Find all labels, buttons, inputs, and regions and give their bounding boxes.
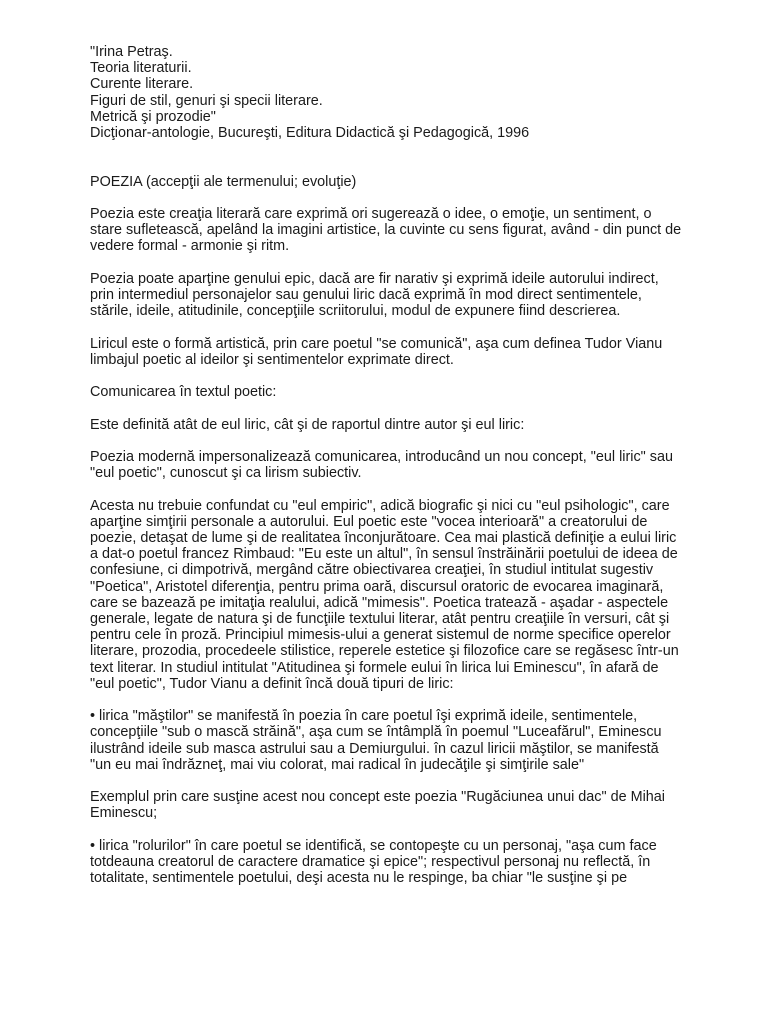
paragraph — [90, 838, 715, 887]
paragraph-line: totdeauna creatorul de caractere dramatice şi epice"; respectivul personaj nu reflectă, în — [90, 853, 651, 870]
paragraph-line: Comunicarea în textul poetic: — [90, 384, 277, 401]
paragraph-line: stare sufletească, apelând la imagini artistice, la cuvinte cu sens figurat, având - din punct de — [90, 222, 682, 239]
paragraph-line: Liricul este o formă artistică, prin care poetul "se comunică", aşa cum definea Tudor Vianu — [90, 335, 663, 352]
paragraph — [90, 271, 715, 320]
paragraph-line: Este definită atât de eul liric, cât şi de raportul dintre autor şi eul liric: — [90, 416, 525, 433]
bibliographic-header — [90, 44, 715, 141]
spacer — [90, 433, 715, 449]
section-title: POEZIA (accepţii ale termenului; evoluţie) — [90, 173, 357, 190]
spacer — [90, 368, 715, 384]
paragraph-line: prin intermediul personajelor sau genului liric dacă exprimă în mod direct sentimentele, — [90, 287, 642, 303]
header-line: Metrică şi prozodie" — [90, 108, 216, 125]
spacer — [90, 190, 715, 206]
paragraph-line: "Poetica", Aristotel diferenţia, pentru prima oară, discursul oratoric de evocarea imaginară, — [90, 578, 664, 595]
paragraph-line: • lirica "rolurilor" în care poetul se identifică, se contopeşte cu un personaj, "aşa cum face — [90, 837, 657, 854]
paragraph-line: Poezia este creaţia literară care exprimă ori sugerează o idee, o emoţie, un sentiment, o — [90, 206, 652, 222]
paragraph-line: care se bazează pe imitaţia realului, adică "mimesis". Poetica tratează - aşadar - aspectele — [90, 594, 669, 611]
header-line: "Irina Petraş. — [90, 44, 173, 60]
paragraph-line: confesiune, ci dimpotrivă, mergând către obiectivarea creaţiei, în studiul intitulat sugestiv — [90, 562, 654, 579]
paragraph-line: • lirica "măştilor" se manifestă în poezia în care poetul îşi exprimă ideile, sentimentele, — [90, 708, 638, 725]
paragraph — [90, 336, 715, 368]
paragraph-line: concepţiile "sub o mască străină", aşa cum se întâmplă în poemul "Luceafărul", Eminescu — [90, 724, 662, 741]
paragraph — [90, 384, 715, 400]
paragraph — [90, 449, 715, 481]
spacer — [90, 692, 715, 708]
document-page — [90, 44, 715, 886]
paragraph-line: Poezia modernă impersonalizează comunicarea, introducând un nou concept, "eul liric" sau — [90, 448, 673, 465]
header-line: Teoria literaturii. — [90, 60, 192, 77]
header-line: Figuri de stil, genuri şi specii literare. — [90, 92, 323, 109]
paragraph-line: "un eu mai îndrăzneţ, mai viu colorat, mai radical în judecăţile şi simţirile sale" — [90, 756, 585, 773]
paragraph-line: vedere formal - armonie şi ritm. — [90, 238, 290, 255]
paragraph-line: stările, ideile, atitudinile, concepţiile scriitorului, modul de expunere fiind descrierea. — [90, 303, 621, 320]
spacer — [90, 255, 715, 271]
paragraph-line: Eminescu; — [90, 805, 158, 822]
paragraph-line: generale, legate de natura şi de funcţiile textului literar, atât pentru creaţiile în versuri, cât şi — [90, 610, 670, 627]
paragraph-line: a dat-o poetul francez Rimbaud: "Eu este un altul", în sensul înstrăinării poetului de ideea de — [90, 546, 678, 563]
paragraph-line: totalitate, sentimentele poetului, deşi acesta nu le respinge, ba chiar "le susţine şi pe — [90, 870, 628, 887]
paragraph — [90, 498, 715, 692]
paragraph — [90, 417, 715, 433]
paragraph-line: aparţine simţirii personale a autorului. Eul poetic este "vocea interioară" a creatorului de — [90, 513, 648, 530]
paragraph-line: poezie, detaşat de lume şi de realitatea înconjurătoare. Cea mai plastică definiţie a eului liric — [90, 529, 677, 546]
paragraph-line: Poezia poate aparţine genului epic, dacă are fir narativ şi exprimă ideile autorului indirect, — [90, 270, 659, 287]
header-line: Curente literare. — [90, 76, 194, 93]
paragraph-line: limbajul poetic al ideilor şi sentimentelor exprimate direct. — [90, 351, 454, 368]
spacer — [90, 400, 715, 416]
paragraph — [90, 708, 715, 773]
spacer — [90, 481, 715, 497]
paragraph-line: Acesta nu trebuie confundat cu "eul empiric", adică biografic şi nici cu "eul psihologic", care — [90, 497, 670, 514]
header-line: Dicţionar-antologie, Bucureşti, Editura Didactică şi Pedagogică, 1996 — [90, 125, 530, 142]
paragraph-line: ilustrând ideile sub masca astrului sau a Demiurgului. în cazul liricii măştilor, se manifestă — [90, 740, 659, 757]
paragraph-line: "eul poetic", cunoscut şi ca lirism subiectiv. — [90, 465, 362, 482]
paragraph — [90, 206, 715, 255]
spacer — [90, 319, 715, 335]
spacer — [90, 822, 715, 838]
paragraph — [90, 789, 715, 821]
paragraph-line: text literar. In studiul intitulat "Atitudinea şi formele eului în lirica lui Eminescu", în afară de — [90, 659, 659, 676]
paragraph-line: pentru cele în proză. Principiul mimesis-ului a generat sistemul de norme specifice operelor — [90, 627, 671, 644]
paragraph-line: literare, prozodia, procedeele stilistice, reperele estetice şi filozofice care se regăsesc într-un — [90, 643, 679, 660]
paragraph-line: Exemplul prin care susţine acest nou concept este poezia "Rugăciunea unui dac" de Mihai — [90, 789, 665, 806]
spacer — [90, 773, 715, 789]
spacer — [90, 141, 715, 173]
paragraph-line: "eul poetic", Tudor Vianu a definit încă două tipuri de liric: — [90, 675, 454, 692]
